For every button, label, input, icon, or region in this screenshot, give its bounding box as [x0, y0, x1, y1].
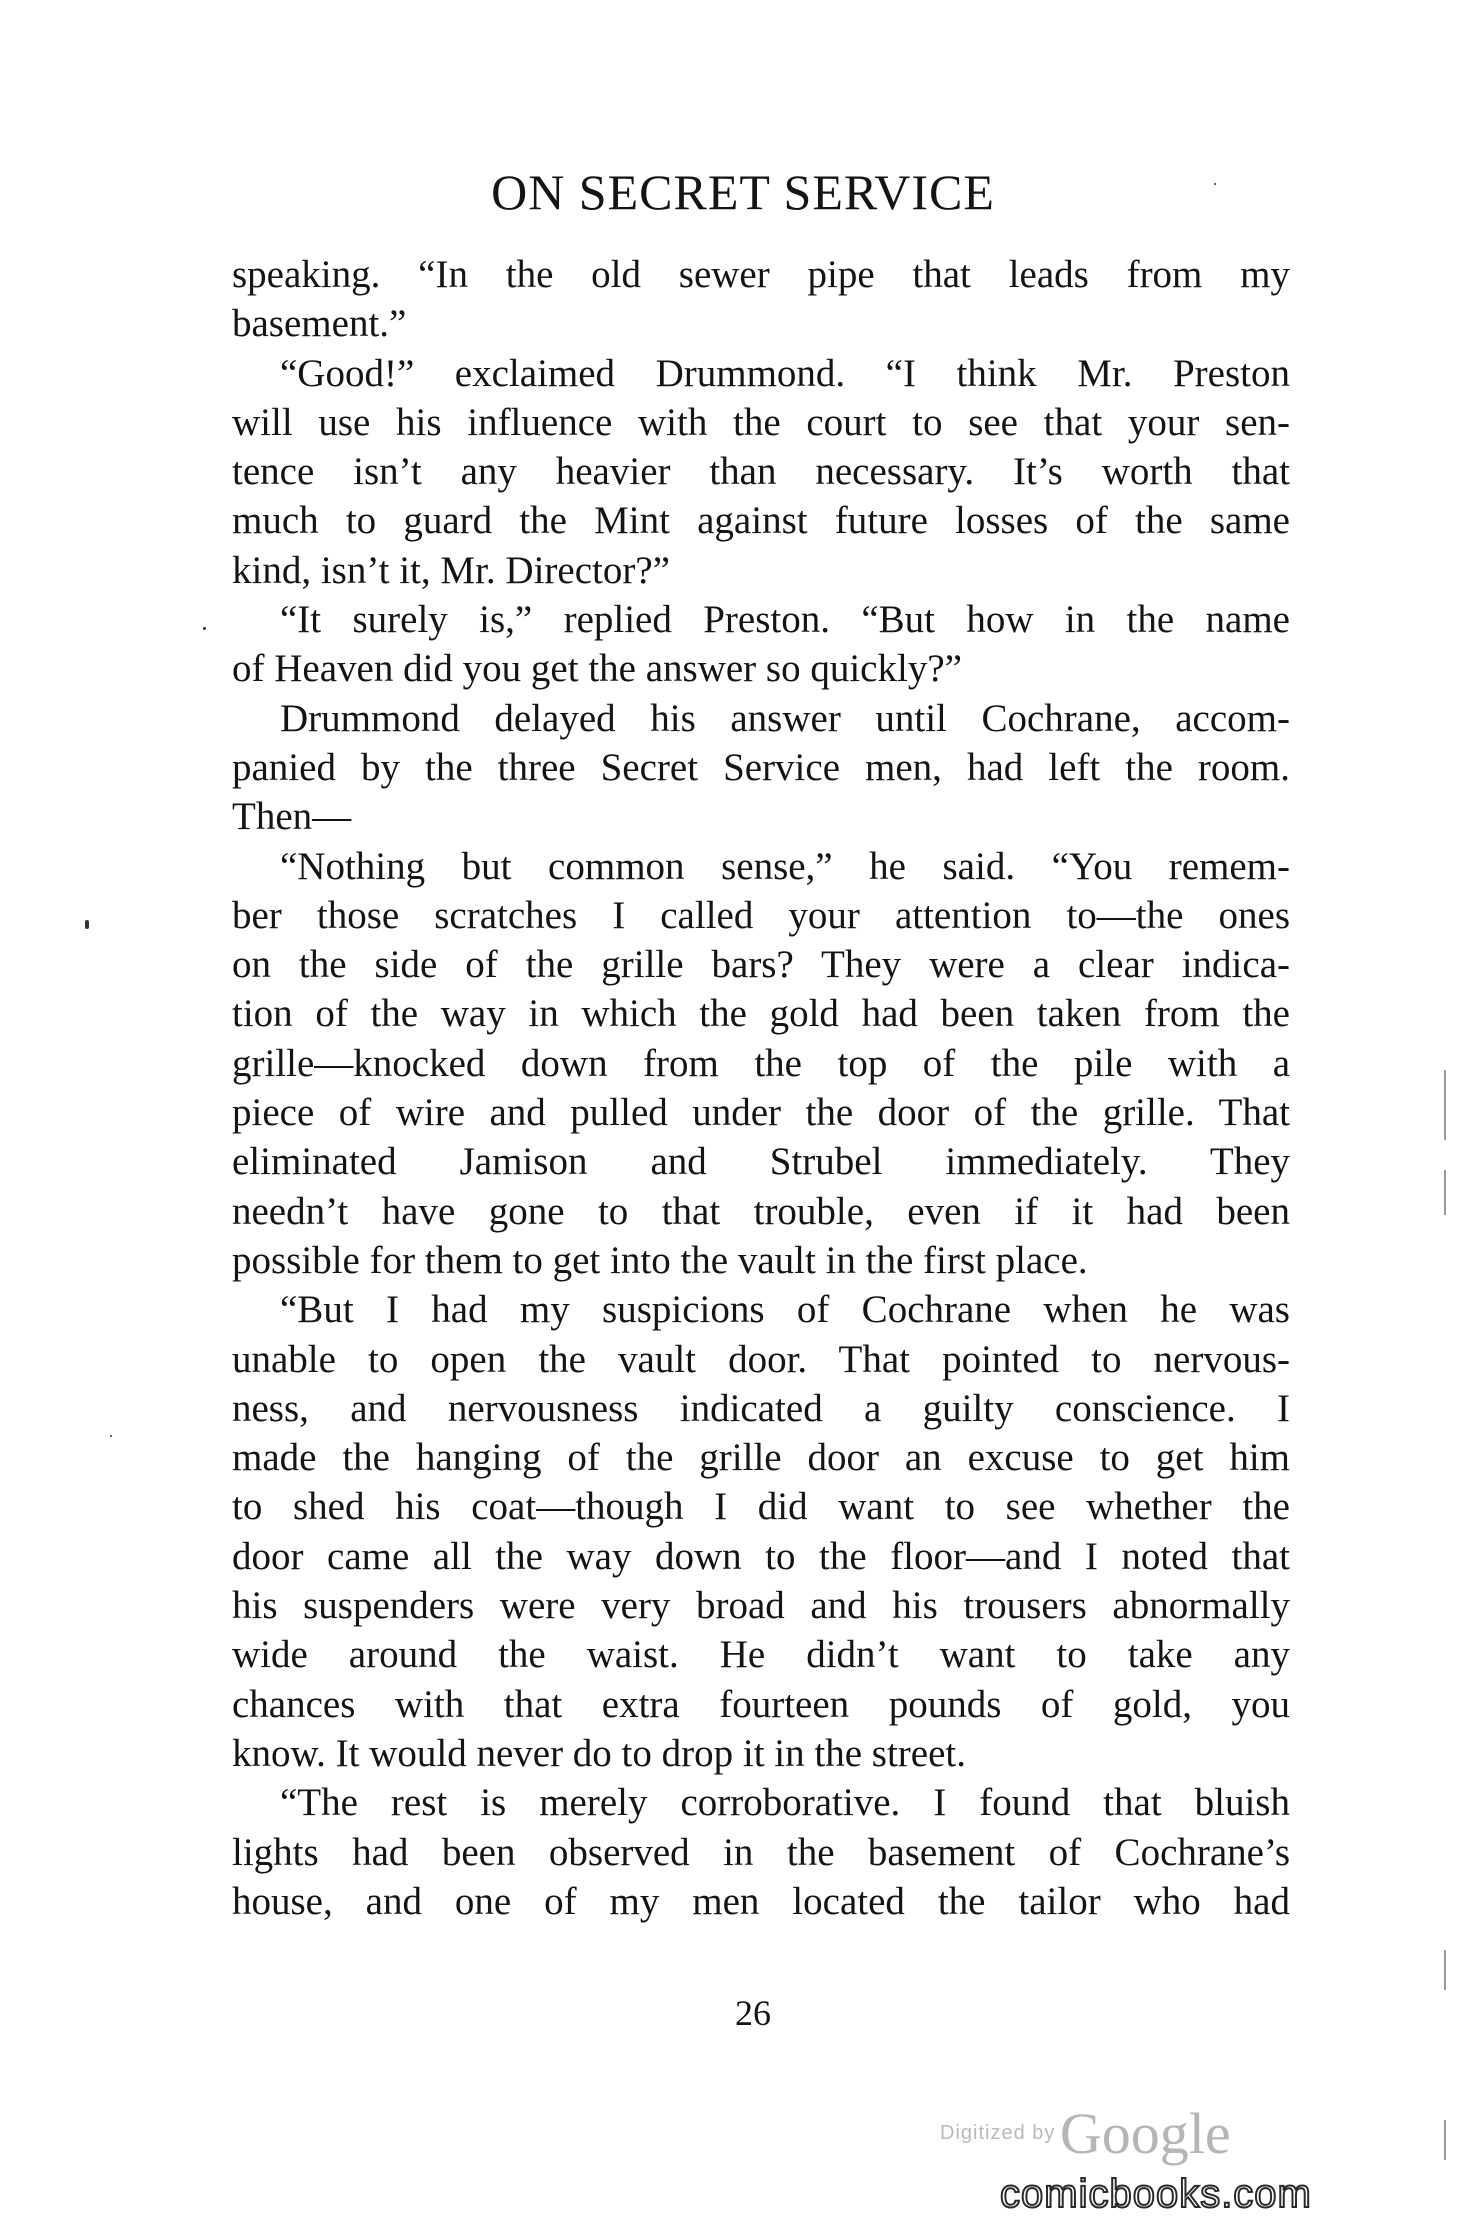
text-line: know. It would never do to drop it in the street. — [232, 1731, 966, 1775]
scan-speck — [203, 627, 206, 630]
text-line: will use his influence with the court to see that your sen- — [232, 400, 1290, 444]
text-line: tion of the way in which the gold had been taken from the — [232, 992, 1290, 1036]
text-line: tence isn’t any heavier than necessary. It’s worth that — [232, 450, 1290, 494]
text-line: of Heaven did you get the answer so quickly?” — [232, 647, 962, 691]
digitized-by-label: Digitized by — [940, 2122, 1056, 2144]
text-line: panied by the three Secret Service men, had left the room. — [232, 745, 1290, 789]
text-line: made the hanging of the grille door an excuse to get him — [232, 1436, 1290, 1480]
google-logo: Google — [1059, 2101, 1231, 2166]
body-text — [232, 250, 1290, 1926]
text-line: “But I had my suspicions of Cochrane when he was — [280, 1288, 1290, 1332]
text-line: Then— — [232, 795, 352, 839]
text-line: wide around the waist. He didn’t want to take any — [232, 1633, 1290, 1677]
paragraph — [232, 349, 1290, 595]
text-line: piece of wire and pulled under the door of the grille. That — [232, 1091, 1290, 1135]
scan-speck — [1214, 183, 1216, 185]
text-line: chances with that extra fourteen pounds of gold, you — [232, 1682, 1290, 1726]
text-line: grille—knocked down from the top of the pile with a — [232, 1041, 1290, 1085]
text-line: house, and one of my men located the tailor who had — [232, 1879, 1290, 1923]
paragraph — [232, 1778, 1290, 1926]
paragraph — [232, 1285, 1290, 1778]
watermark-text: comicbooks.com — [1000, 2172, 1312, 2216]
text-line: speaking. “In the old sewer pipe that leads from my — [232, 253, 1290, 296]
text-line: ness, and nervousness indicated a guilty conscience. I — [232, 1386, 1290, 1430]
text-line: possible for them to get into the vault in the first place. — [232, 1238, 1088, 1282]
text-line: “It surely is,” replied Preston. “But how in the name — [280, 598, 1290, 642]
paragraph — [232, 250, 1290, 349]
text-line: needn’t have gone to that trouble, even if it had been — [232, 1189, 1290, 1233]
scan-speck — [85, 920, 89, 929]
scan-edge-mark — [1444, 1950, 1446, 1990]
text-line: “Good!” exclaimed Drummond. “I think Mr. Preston — [280, 351, 1290, 395]
text-line: kind, isn’t it, Mr. Director?” — [232, 548, 670, 592]
text-line: eliminated Jamison and Strubel immediately. They — [232, 1140, 1290, 1184]
digitized-by-notice — [940, 2100, 1300, 2167]
scan-speck — [110, 1435, 112, 1437]
text-line: lights had been observed in the basement of Cochrane’s — [232, 1830, 1290, 1874]
text-line: Drummond delayed his answer until Cochrane, accom- — [280, 696, 1290, 740]
scan-edge-mark — [1444, 1170, 1446, 1215]
text-line: on the side of the grille bars? They were a clear indica- — [232, 943, 1290, 987]
text-line: to shed his coat—though I did want to see whether the — [232, 1485, 1290, 1529]
scan-edge-mark — [1444, 1070, 1446, 1140]
text-line: much to guard the Mint against future losses of the same — [232, 499, 1290, 543]
text-line: door came all the way down to the floor—and I noted that — [232, 1534, 1290, 1578]
paragraph — [232, 595, 1290, 694]
text-line: his suspenders were very broad and his trousers abnormally — [232, 1584, 1290, 1628]
text-line: basement.” — [232, 302, 407, 346]
text-line: “The rest is merely corroborative. I found that bluish — [280, 1781, 1290, 1825]
page-number: 26 — [735, 1993, 771, 2033]
running-head: ON SECRET SERVICE — [491, 164, 995, 220]
paragraph — [232, 694, 1290, 842]
scan-edge-mark — [1444, 2120, 1446, 2160]
paragraph — [232, 842, 1290, 1286]
text-line: “Nothing but common sense,” he said. “You remem- — [280, 844, 1290, 888]
text-line: ber those scratches I called your attention to—the ones — [232, 893, 1290, 937]
text-line: unable to open the vault door. That pointed to nervous- — [232, 1337, 1290, 1381]
